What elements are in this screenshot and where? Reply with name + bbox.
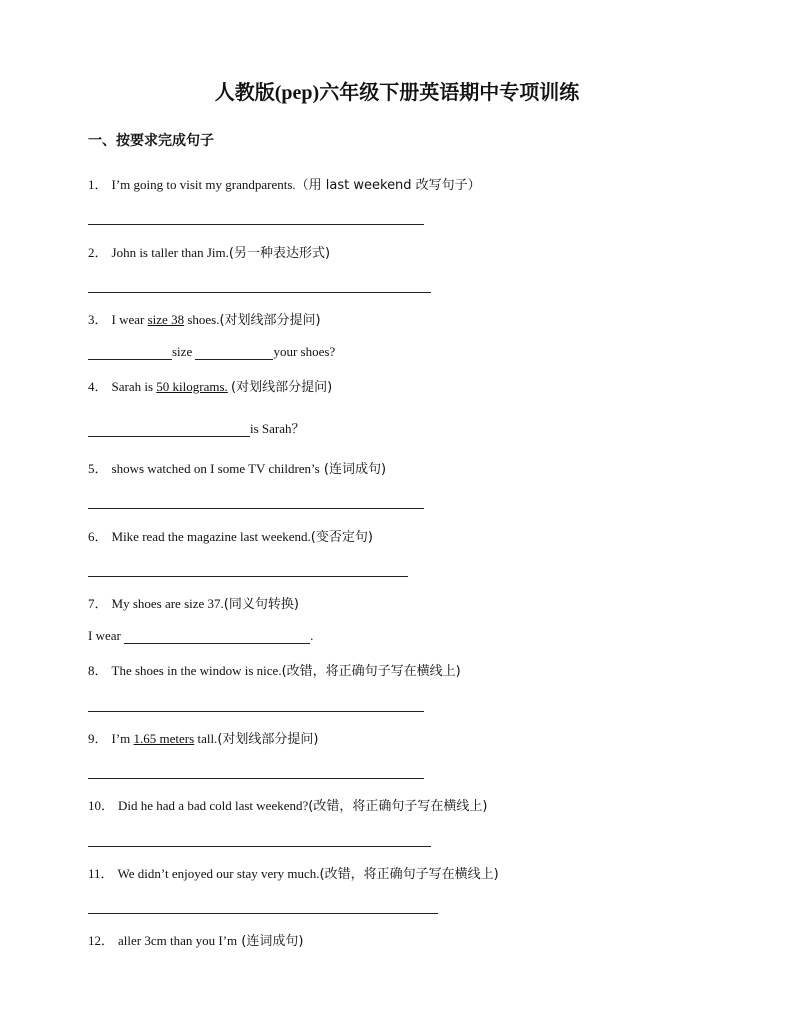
question-number: 2． <box>88 245 108 260</box>
underlined-phrase: 50 kilograms. <box>156 379 228 394</box>
question-2 <box>88 242 330 261</box>
question-4 <box>88 376 332 395</box>
question-number: 4． <box>88 379 108 394</box>
question-text-end: shoes. <box>184 312 220 327</box>
fill-in-q4 <box>88 418 305 437</box>
question-number: 3． <box>88 312 108 327</box>
question-7 <box>88 593 299 612</box>
blank-field[interactable] <box>88 422 250 437</box>
question-number: 1． <box>88 177 108 192</box>
blank-field[interactable] <box>88 345 172 360</box>
question-instruction: (连词成句) <box>237 934 304 949</box>
answer-line[interactable] <box>88 576 408 577</box>
question-text: shows watched on I some TV children’s <box>111 461 320 476</box>
underlined-phrase: size 38 <box>147 312 185 327</box>
question-instruction: (另一种表达形式) <box>228 246 331 261</box>
answer-line[interactable] <box>88 778 424 779</box>
question-number: 6． <box>88 529 108 544</box>
fill-in-q7 <box>88 628 313 644</box>
fill-text: . <box>310 628 314 643</box>
question-number: 9． <box>88 731 108 746</box>
question-5 <box>88 458 386 477</box>
question-number: 10． <box>88 798 115 813</box>
blank-field[interactable] <box>124 629 310 644</box>
answer-line[interactable] <box>88 846 431 847</box>
question-text: We didn’t enjoyed our stay very much. <box>117 866 320 881</box>
question-instruction: (同义句转换) <box>223 597 299 612</box>
question-number: 8． <box>88 663 108 678</box>
question-1 <box>88 174 481 193</box>
question-6 <box>88 526 373 545</box>
question-text: I wear <box>111 312 148 327</box>
fill-text: your shoes? <box>273 344 336 359</box>
question-9 <box>88 728 318 747</box>
answer-line[interactable] <box>88 224 424 225</box>
answer-line[interactable] <box>88 292 431 293</box>
question-text-end: tall. <box>194 731 218 746</box>
question-text: Did he had a bad cold last weekend? <box>118 798 309 813</box>
question-text: The shoes in the window is nice. <box>111 663 282 678</box>
question-instruction: (对划线部分提问) <box>217 732 319 747</box>
question-instruction: (改错，将正确句子写在横线上) <box>319 867 499 882</box>
answer-line[interactable] <box>88 508 424 509</box>
question-number: 5． <box>88 461 108 476</box>
question-11 <box>88 863 499 882</box>
answer-line[interactable] <box>88 711 424 712</box>
fill-in-q3 <box>88 344 335 360</box>
question-instruction: （用 last weekend 改写句子） <box>295 178 481 193</box>
question-text: aller 3cm than you I’m <box>118 933 238 948</box>
question-10 <box>88 795 487 814</box>
question-text: I’m <box>111 731 134 746</box>
blank-field[interactable] <box>195 345 273 360</box>
question-text: I’m going to visit my grandparents. <box>111 177 296 192</box>
question-3 <box>88 309 321 328</box>
underlined-phrase: 1.65 meters <box>133 731 195 746</box>
page-title: 人教版(pep)六年级下册英语期中专项训练 <box>214 82 580 104</box>
question-instruction: (改错，将正确句子写在横线上) <box>281 664 461 679</box>
question-number: 12． <box>88 933 115 948</box>
question-text: Sarah is <box>111 379 157 394</box>
question-8 <box>88 660 461 679</box>
question-12 <box>88 930 303 949</box>
fill-text: is Sarah？ <box>250 421 305 436</box>
question-text: Mike read the magazine last weekend. <box>111 529 311 544</box>
question-text: John is taller than Jim. <box>111 245 229 260</box>
fill-text: I wear <box>88 628 121 643</box>
answer-line[interactable] <box>88 913 438 914</box>
section-heading: 一、按要求完成句子 <box>88 133 214 149</box>
question-instruction: (连词成句) <box>319 462 387 477</box>
question-instruction: (对划线部分提问) <box>231 380 333 395</box>
question-instruction: (变否定句) <box>310 530 373 545</box>
question-number: 11． <box>88 866 114 881</box>
question-number: 7． <box>88 596 108 611</box>
question-instruction: (对划线部分提问) <box>219 313 321 328</box>
fill-text: size <box>172 344 193 359</box>
question-text: My shoes are size 37. <box>111 596 224 611</box>
question-instruction: (改错，将正确句子写在横线上) <box>308 799 488 814</box>
